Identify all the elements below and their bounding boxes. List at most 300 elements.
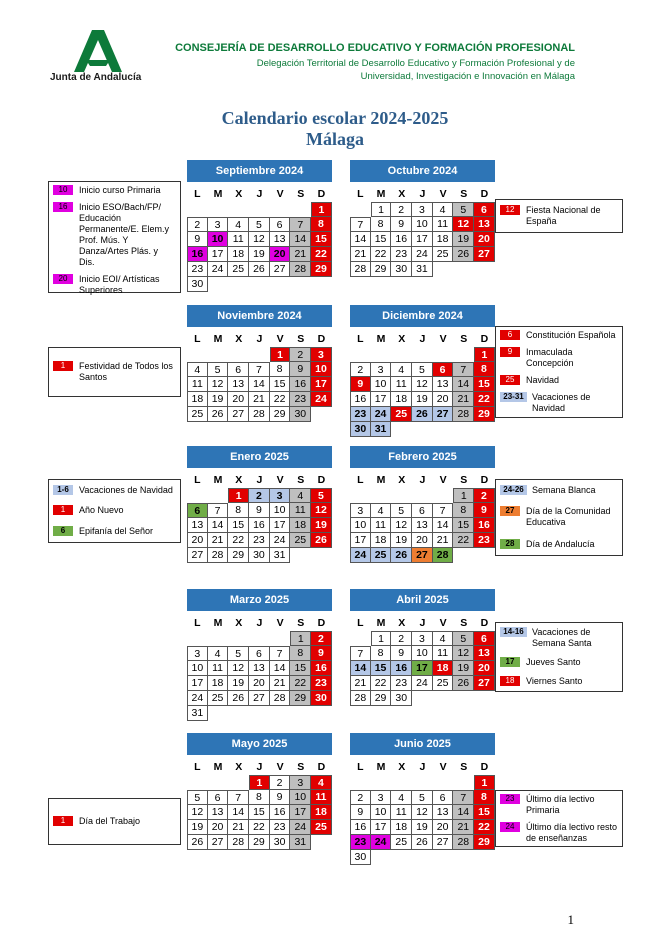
day-cell: 4 xyxy=(391,362,412,377)
day-cell: 2 xyxy=(474,488,495,503)
empty-cell xyxy=(350,775,371,790)
day-cell: 12 xyxy=(453,646,474,661)
month-title: Enero 2025 xyxy=(187,446,332,468)
day-cell: 31 xyxy=(270,548,291,563)
day-cell: 22 xyxy=(474,820,495,835)
day-cell: 23 xyxy=(350,835,371,850)
day-cell: 4 xyxy=(208,646,229,661)
day-cell: 10 xyxy=(371,377,392,392)
legend-swatch: 10 xyxy=(53,185,73,195)
weekday-header xyxy=(350,331,495,347)
day-cell: 17 xyxy=(208,247,229,262)
legend-text: Último día lectivo Primaria xyxy=(526,794,595,815)
day-grid xyxy=(187,775,331,850)
day-cell: 25 xyxy=(391,407,412,422)
day-cell: 4 xyxy=(187,362,208,377)
legend-item xyxy=(53,505,176,516)
legend-swatch: 1 xyxy=(53,816,73,826)
day-cell: 20 xyxy=(187,533,208,548)
legend-text: Festividad de Todos los Santos xyxy=(79,361,173,382)
day-cell: 5 xyxy=(208,362,229,377)
day-cell: 18 xyxy=(311,805,332,820)
weekday-label: J xyxy=(256,617,263,629)
day-cell: 2 xyxy=(270,775,291,790)
day-cell: 18 xyxy=(391,392,412,407)
day-cell: 15 xyxy=(228,518,249,533)
legend-swatch: 28 xyxy=(500,539,520,549)
day-cell: 17 xyxy=(290,805,311,820)
day-cell: 23 xyxy=(350,407,371,422)
day-cell: 20 xyxy=(249,676,270,691)
day-cell: 12 xyxy=(412,805,433,820)
legend-text: Navidad xyxy=(526,375,560,385)
day-cell: 18 xyxy=(433,661,454,676)
empty-cell xyxy=(433,347,454,362)
weekday-label: S xyxy=(460,474,468,486)
day-cell: 17 xyxy=(412,232,433,247)
day-cell: 19 xyxy=(187,820,208,835)
day-grid xyxy=(350,347,494,437)
weekday-label: J xyxy=(256,188,263,200)
empty-cell xyxy=(350,202,371,217)
day-cell: 22 xyxy=(290,676,311,691)
empty-cell xyxy=(453,347,474,362)
day-cell: 29 xyxy=(249,835,270,850)
day-cell: 7 xyxy=(350,646,371,661)
day-grid xyxy=(350,775,494,865)
day-cell: 5 xyxy=(187,790,208,805)
day-cell: 6 xyxy=(433,362,454,377)
weekday-label: X xyxy=(235,333,243,345)
legend-swatch: 20 xyxy=(53,274,73,284)
legend-noviembre xyxy=(48,347,181,397)
day-cell: 5 xyxy=(311,488,332,503)
day-cell: 13 xyxy=(474,217,495,232)
day-cell: 6 xyxy=(270,217,291,232)
weekday-label: S xyxy=(297,474,305,486)
month-title: Diciembre 2024 xyxy=(350,305,495,327)
weekday-label: V xyxy=(439,474,447,486)
day-cell: 3 xyxy=(412,631,433,646)
legend-swatch: 1 xyxy=(53,505,73,515)
day-cell: 8 xyxy=(474,790,495,805)
day-cell: 21 xyxy=(433,533,454,548)
weekday-label: X xyxy=(398,474,406,486)
day-cell: 28 xyxy=(350,691,371,706)
day-cell: 28 xyxy=(228,835,249,850)
day-cell: 3 xyxy=(290,775,311,790)
day-cell: 16 xyxy=(270,805,291,820)
day-cell: 6 xyxy=(187,503,208,518)
weekday-header xyxy=(187,331,332,347)
empty-cell xyxy=(208,775,229,790)
legend-item xyxy=(500,539,618,550)
day-cell: 19 xyxy=(412,820,433,835)
month-calendar xyxy=(187,589,332,721)
legend-text: Constitución Española xyxy=(526,330,616,340)
weekday-label: S xyxy=(460,333,468,345)
empty-cell xyxy=(391,775,412,790)
day-cell: 24 xyxy=(350,548,371,563)
legend-item xyxy=(53,526,176,537)
day-cell: 4 xyxy=(433,631,454,646)
weekday-label: M xyxy=(376,474,386,486)
day-cell: 24 xyxy=(290,820,311,835)
day-cell: 12 xyxy=(249,232,270,247)
day-cell: 21 xyxy=(270,676,291,691)
day-cell: 28 xyxy=(453,407,474,422)
day-cell: 26 xyxy=(453,247,474,262)
day-cell: 26 xyxy=(412,835,433,850)
legend-item xyxy=(500,347,618,369)
weekday-label: L xyxy=(357,761,364,773)
day-cell: 15 xyxy=(474,805,495,820)
day-cell: 24 xyxy=(371,835,392,850)
day-grid xyxy=(187,202,331,292)
day-cell: 1 xyxy=(311,202,332,217)
day-cell: 18 xyxy=(391,820,412,835)
day-cell: 16 xyxy=(187,247,208,262)
empty-cell xyxy=(228,631,249,646)
legend-text: Semana Blanca xyxy=(532,485,596,496)
empty-cell xyxy=(391,347,412,362)
day-cell: 8 xyxy=(453,503,474,518)
weekday-label: X xyxy=(235,617,243,629)
day-cell: 29 xyxy=(290,691,311,706)
legend-item xyxy=(53,816,176,827)
day-cell: 18 xyxy=(228,247,249,262)
day-cell: 9 xyxy=(350,805,371,820)
weekday-label: M xyxy=(213,761,223,773)
month-title: Mayo 2025 xyxy=(187,733,332,755)
empty-cell xyxy=(433,488,454,503)
empty-cell xyxy=(412,347,433,362)
day-cell: 15 xyxy=(270,377,291,392)
day-grid xyxy=(350,202,494,277)
legend-item xyxy=(500,627,618,649)
weekday-label: J xyxy=(419,333,426,345)
day-cell: 20 xyxy=(208,820,229,835)
legend-octubre xyxy=(495,199,623,233)
weekday-label: J xyxy=(256,333,263,345)
day-cell: 1 xyxy=(371,631,392,646)
day-cell: 27 xyxy=(433,407,454,422)
day-cell: 29 xyxy=(270,407,291,422)
day-cell: 10 xyxy=(350,518,371,533)
month-title: Junio 2025 xyxy=(350,733,495,755)
day-cell: 28 xyxy=(433,548,454,563)
empty-cell xyxy=(187,631,208,646)
day-cell: 2 xyxy=(249,488,270,503)
month-title: Marzo 2025 xyxy=(187,589,332,611)
day-cell: 29 xyxy=(371,262,392,277)
legend-swatch: 23-31 xyxy=(500,392,527,402)
weekday-label: D xyxy=(317,474,326,486)
weekday-label: L xyxy=(357,188,364,200)
day-cell: 6 xyxy=(228,362,249,377)
day-cell: 11 xyxy=(228,232,249,247)
day-cell: 20 xyxy=(270,247,291,262)
day-cell: 18 xyxy=(187,392,208,407)
day-cell: 12 xyxy=(453,217,474,232)
day-cell: 31 xyxy=(290,835,311,850)
empty-cell xyxy=(412,488,433,503)
weekday-label: X xyxy=(398,333,406,345)
day-cell: 23 xyxy=(474,533,495,548)
day-cell: 27 xyxy=(270,262,291,277)
empty-cell xyxy=(249,347,270,362)
day-cell: 29 xyxy=(228,548,249,563)
month-calendar xyxy=(350,446,495,563)
weekday-label: X xyxy=(398,617,406,629)
day-cell: 7 xyxy=(270,646,291,661)
day-cell: 27 xyxy=(228,407,249,422)
org-name: Junta de Andalucía xyxy=(50,72,142,83)
day-cell: 6 xyxy=(474,202,495,217)
day-cell: 15 xyxy=(474,377,495,392)
day-cell: 26 xyxy=(453,676,474,691)
day-cell: 4 xyxy=(311,775,332,790)
month-calendar xyxy=(350,733,495,865)
day-cell: 8 xyxy=(371,646,392,661)
weekday-label: L xyxy=(357,474,364,486)
day-cell: 6 xyxy=(412,503,433,518)
legend-abril xyxy=(495,622,623,692)
day-cell: 30 xyxy=(270,835,291,850)
day-cell: 2 xyxy=(391,202,412,217)
weekday-header xyxy=(187,615,332,631)
legend-item xyxy=(500,822,618,844)
legend-swatch: 23 xyxy=(500,794,520,804)
day-cell: 10 xyxy=(371,805,392,820)
legend-item xyxy=(500,794,618,816)
day-cell: 17 xyxy=(270,518,291,533)
weekday-label: M xyxy=(376,188,386,200)
weekday-label: L xyxy=(194,474,201,486)
weekday-label: M xyxy=(213,188,223,200)
day-cell: 10 xyxy=(187,661,208,676)
day-cell: 21 xyxy=(350,676,371,691)
weekday-label: S xyxy=(460,617,468,629)
day-cell: 2 xyxy=(391,631,412,646)
day-cell: 21 xyxy=(350,247,371,262)
day-cell: 15 xyxy=(311,232,332,247)
day-cell: 16 xyxy=(391,232,412,247)
day-cell: 30 xyxy=(391,262,412,277)
weekday-label: J xyxy=(256,761,263,773)
day-cell: 22 xyxy=(474,392,495,407)
day-cell: 10 xyxy=(412,646,433,661)
weekday-header xyxy=(187,759,332,775)
day-cell: 3 xyxy=(270,488,291,503)
day-cell: 20 xyxy=(474,232,495,247)
junta-logo-icon xyxy=(70,30,126,72)
legend-item xyxy=(500,485,618,496)
day-cell: 9 xyxy=(187,232,208,247)
weekday-header xyxy=(187,186,332,202)
day-cell: 30 xyxy=(311,691,332,706)
day-cell: 12 xyxy=(187,805,208,820)
day-cell: 23 xyxy=(270,820,291,835)
weekday-label: S xyxy=(297,617,305,629)
empty-cell xyxy=(187,347,208,362)
day-cell: 8 xyxy=(290,646,311,661)
weekday-label: J xyxy=(419,474,426,486)
day-cell: 9 xyxy=(311,646,332,661)
weekday-label: D xyxy=(480,761,489,773)
weekday-label: D xyxy=(317,617,326,629)
legend-item xyxy=(53,485,176,496)
weekday-label: J xyxy=(419,617,426,629)
empty-cell xyxy=(208,202,229,217)
weekday-label: L xyxy=(357,617,364,629)
day-cell: 16 xyxy=(249,518,270,533)
day-cell: 26 xyxy=(208,407,229,422)
day-cell: 19 xyxy=(453,661,474,676)
day-cell: 9 xyxy=(391,217,412,232)
legend-item xyxy=(500,392,618,414)
day-cell: 22 xyxy=(371,247,392,262)
weekday-label: L xyxy=(194,617,201,629)
legend-text: Día de Andalucía xyxy=(526,538,595,549)
month-title: Abril 2025 xyxy=(350,589,495,611)
empty-cell xyxy=(290,202,311,217)
day-cell: 26 xyxy=(412,407,433,422)
weekday-label: M xyxy=(376,333,386,345)
day-cell: 21 xyxy=(208,533,229,548)
legend-swatch: 24-26 xyxy=(500,485,527,495)
day-cell: 1 xyxy=(371,202,392,217)
day-cell: 26 xyxy=(391,548,412,563)
day-cell: 27 xyxy=(412,548,433,563)
legend-item xyxy=(500,676,618,687)
day-cell: 13 xyxy=(412,518,433,533)
legend-item xyxy=(53,361,176,383)
weekday-label: X xyxy=(235,474,243,486)
day-cell: 16 xyxy=(391,661,412,676)
day-cell: 17 xyxy=(311,377,332,392)
day-cell: 24 xyxy=(208,262,229,277)
weekday-label: V xyxy=(439,617,447,629)
day-cell: 7 xyxy=(433,503,454,518)
day-cell: 2 xyxy=(350,790,371,805)
weekday-label: S xyxy=(297,188,305,200)
day-grid xyxy=(187,488,331,563)
day-cell: 10 xyxy=(208,232,229,247)
day-cell: 5 xyxy=(249,217,270,232)
legend-item xyxy=(53,185,176,196)
day-cell: 10 xyxy=(270,503,291,518)
day-cell: 16 xyxy=(350,820,371,835)
day-cell: 28 xyxy=(208,548,229,563)
empty-cell xyxy=(371,775,392,790)
day-cell: 25 xyxy=(433,676,454,691)
day-cell: 20 xyxy=(433,392,454,407)
day-cell: 23 xyxy=(391,676,412,691)
day-cell: 30 xyxy=(290,407,311,422)
legend-swatch: 18 xyxy=(500,676,520,686)
day-cell: 9 xyxy=(391,646,412,661)
day-cell: 11 xyxy=(371,518,392,533)
day-cell: 14 xyxy=(290,232,311,247)
day-cell: 20 xyxy=(412,533,433,548)
empty-cell xyxy=(391,488,412,503)
weekday-label: D xyxy=(317,761,326,773)
day-cell: 13 xyxy=(208,805,229,820)
day-cell: 25 xyxy=(391,835,412,850)
day-cell: 4 xyxy=(290,488,311,503)
weekday-label: L xyxy=(194,761,201,773)
day-cell: 25 xyxy=(208,691,229,706)
legend-text: Inmaculada Concepción xyxy=(526,347,574,368)
day-cell: 7 xyxy=(249,362,270,377)
day-cell: 11 xyxy=(187,377,208,392)
weekday-label: D xyxy=(480,188,489,200)
day-cell: 22 xyxy=(453,533,474,548)
day-cell: 28 xyxy=(453,835,474,850)
empty-cell xyxy=(270,631,291,646)
empty-cell xyxy=(350,631,371,646)
day-cell: 11 xyxy=(311,790,332,805)
day-cell: 13 xyxy=(433,377,454,392)
day-cell: 5 xyxy=(412,362,433,377)
day-cell: 4 xyxy=(433,202,454,217)
legend-text: Último día lectivo resto de enseñanzas xyxy=(526,822,618,843)
day-grid xyxy=(350,488,494,563)
weekday-header xyxy=(350,615,495,631)
legend-mayo xyxy=(48,798,181,845)
day-cell: 2 xyxy=(350,362,371,377)
day-cell: 10 xyxy=(311,362,332,377)
day-cell: 11 xyxy=(208,661,229,676)
legend-swatch: 6 xyxy=(53,526,73,536)
legend-item xyxy=(500,506,618,528)
month-calendar xyxy=(350,305,495,437)
day-cell: 22 xyxy=(371,676,392,691)
day-cell: 16 xyxy=(290,377,311,392)
weekday-label: V xyxy=(276,761,284,773)
day-cell: 19 xyxy=(228,676,249,691)
day-cell: 17 xyxy=(187,676,208,691)
day-cell: 9 xyxy=(350,377,371,392)
legend-swatch: 24 xyxy=(500,822,520,832)
month-calendar xyxy=(187,733,332,850)
weekday-label: J xyxy=(256,474,263,486)
day-cell: 7 xyxy=(453,362,474,377)
day-cell: 3 xyxy=(350,503,371,518)
day-cell: 17 xyxy=(371,820,392,835)
legend-item xyxy=(500,330,618,341)
legend-item xyxy=(500,375,618,386)
day-cell: 31 xyxy=(412,262,433,277)
legend-text: Inicio ESO/Bach/FP/ Educación Permanente/E. Elem.y Prof. Mús. Y Danza/Artes Plás. y Dis. xyxy=(79,202,170,267)
weekday-label: X xyxy=(235,761,243,773)
legend-text: Vacaciones de Navidad xyxy=(79,484,173,495)
day-cell: 27 xyxy=(433,835,454,850)
day-cell: 1 xyxy=(453,488,474,503)
day-cell: 17 xyxy=(371,392,392,407)
day-cell: 17 xyxy=(412,661,433,676)
day-cell: 3 xyxy=(311,347,332,362)
day-cell: 11 xyxy=(433,217,454,232)
day-cell: 25 xyxy=(187,407,208,422)
legend-text: Vacaciones de Navidad xyxy=(532,392,591,413)
weekday-label: V xyxy=(276,617,284,629)
day-cell: 7 xyxy=(228,790,249,805)
legend-enero xyxy=(48,479,181,543)
day-cell: 16 xyxy=(311,661,332,676)
day-cell: 5 xyxy=(453,631,474,646)
